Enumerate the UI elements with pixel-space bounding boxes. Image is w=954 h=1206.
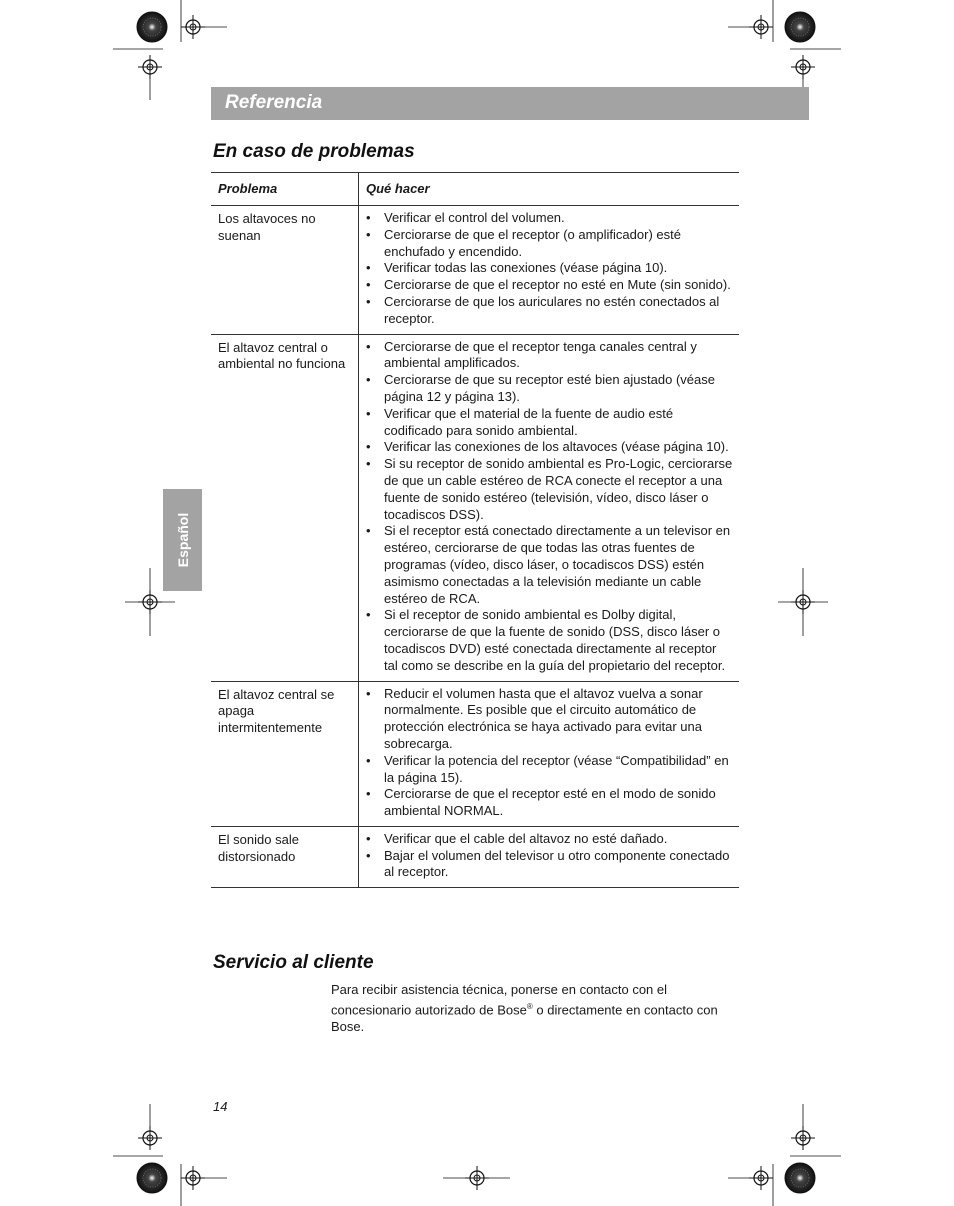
table-row bbox=[211, 681, 739, 826]
table-header-row bbox=[211, 173, 739, 206]
list-item: • Verificar la potencia del receptor (véase “Compatibilidad” en la página 15). bbox=[365, 753, 733, 787]
table-row bbox=[211, 206, 739, 335]
list-item: • Si el receptor está conectado directamente a un televisor en estéreo, cerciorarse de que todas las otras fuentes de programas (vídeo, disco láser, o tocadiscos DSS) estén asimismo conectadas a la televisión mediante un cable estéreo de RCA. bbox=[365, 523, 733, 607]
action-list bbox=[365, 210, 733, 328]
table-row bbox=[211, 826, 739, 887]
registration-disc-icon bbox=[785, 12, 815, 42]
action-list bbox=[365, 339, 733, 675]
service-text-end: o directamente en contacto con Bose. bbox=[331, 1002, 718, 1034]
language-tab-label: Español bbox=[174, 512, 191, 568]
list-item: • Bajar el volumen del televisor u otro componente conectado al receptor. bbox=[365, 848, 733, 882]
troubleshooting-table bbox=[211, 172, 739, 888]
list-item: • Cerciorarse de que el receptor esté en el modo de sonido ambiental NORMAL. bbox=[365, 786, 733, 820]
list-item: • Cerciorarse de que el receptor tenga canales central y ambiental amplificados. bbox=[365, 339, 733, 373]
registered-mark: ® bbox=[526, 1001, 533, 1011]
registration-disc-icon bbox=[137, 12, 167, 42]
troubleshooting-heading: En caso de problemas bbox=[213, 141, 415, 162]
list-item: • Si su receptor de sonido ambiental es Pro-Logic, cerciorarse de que un cable estéreo de RCA conecte el receptor a una fuente de sonido estéreo (televisión, vídeo, disco láser o tocadiscos DSS). bbox=[365, 456, 733, 523]
list-item: • Cerciorarse de que su receptor esté bien ajustado (véase página 12 y página 13). bbox=[365, 372, 733, 406]
list-item: • Si el receptor de sonido ambiental es Dolby digital, cerciorarse de que la fuente de sonido (DSS, disco láser o tocadiscos DVD) esté conectada directamente al receptor tal como se describe en la guía del propietario del receptor. bbox=[365, 607, 733, 674]
problem-cell: El sonido sale distorsionado bbox=[211, 826, 359, 887]
service-paragraph bbox=[331, 982, 731, 1036]
list-item: • Verificar que el cable del altavoz no esté dañado. bbox=[365, 831, 733, 848]
problem-cell: Los altavoces no suenan bbox=[211, 206, 359, 335]
problem-cell: El altavoz central o ambiental no funciona bbox=[211, 334, 359, 681]
list-item: • Reducir el volumen hasta que el altavoz vuelva a sonar normalmente. Es posible que el circuito automático de protección electrónica se haya activado para evitar una sobrecarga. bbox=[365, 686, 733, 753]
problem-cell: El altavoz central se apaga intermitentemente bbox=[211, 681, 359, 826]
column-header-actions: Qué hacer bbox=[359, 173, 740, 206]
list-item: • Verificar el control del volumen. bbox=[365, 210, 733, 227]
list-item: • Verificar que el material de la fuente de audio esté codificado para sonido ambiental. bbox=[365, 406, 733, 440]
service-text-start: Para recibir asistencia técnica, ponerse en contacto con el concesionario autorizado de Bose bbox=[331, 982, 668, 1018]
list-item: • Verificar las conexiones de los altavoces (véase página 10). bbox=[365, 439, 733, 456]
banner-title: Referencia bbox=[225, 92, 323, 113]
list-item: • Cerciorarse de que el receptor no esté en Mute (sin sonido). bbox=[365, 277, 733, 294]
actions-cell bbox=[359, 206, 740, 335]
action-list bbox=[365, 686, 733, 820]
registration-disc-icon bbox=[137, 1163, 167, 1193]
action-list bbox=[365, 831, 733, 881]
actions-cell bbox=[359, 826, 740, 887]
registration-disc-icon bbox=[785, 1163, 815, 1193]
service-heading: Servicio al cliente bbox=[213, 952, 374, 973]
actions-cell bbox=[359, 334, 740, 681]
actions-cell bbox=[359, 681, 740, 826]
page-number: 14 bbox=[213, 1099, 228, 1114]
list-item: • Cerciorarse de que los auriculares no estén conectados al receptor. bbox=[365, 294, 733, 328]
list-item: • Verificar todas las conexiones (véase página 10). bbox=[365, 260, 733, 277]
section-banner bbox=[211, 87, 809, 120]
column-header-problem: Problema bbox=[211, 173, 359, 206]
language-tab bbox=[163, 489, 202, 591]
table-row bbox=[211, 334, 739, 681]
list-item: • Cerciorarse de que el receptor (o amplificador) esté enchufado y encendido. bbox=[365, 227, 733, 261]
